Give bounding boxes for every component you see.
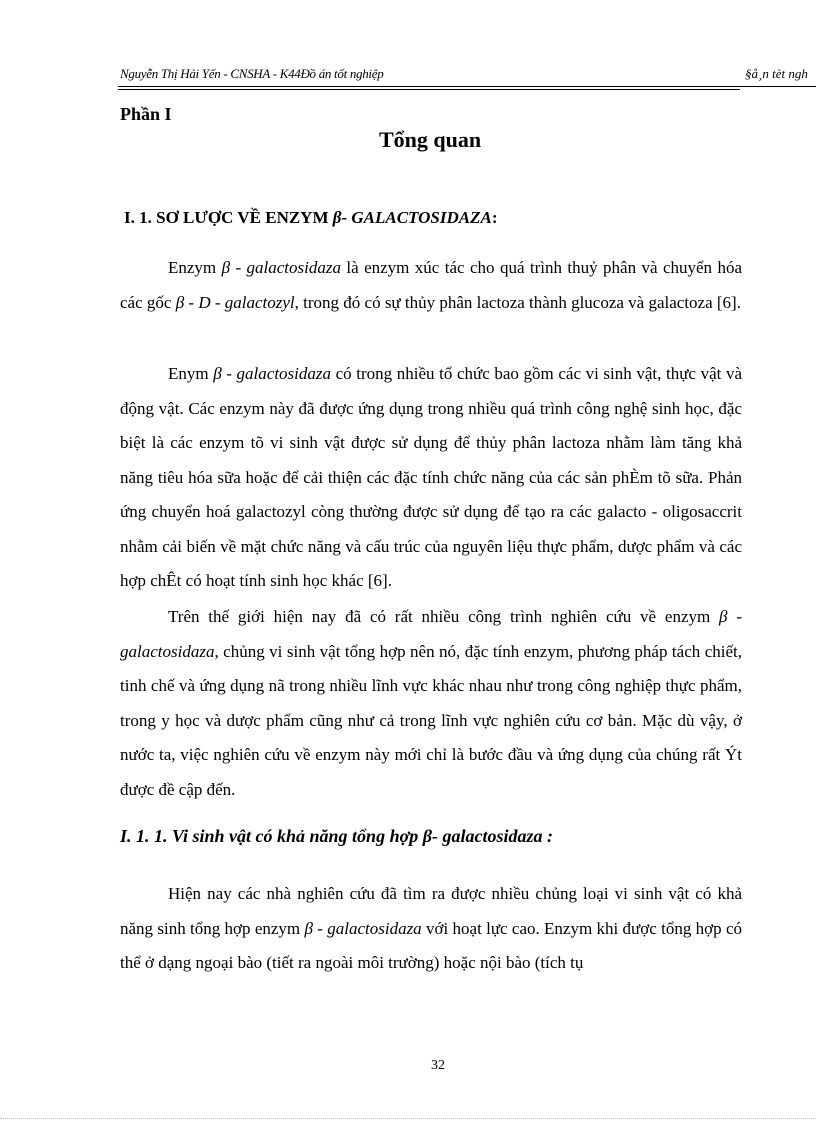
text-run: với hoạt lực cao. Enzym khi được tổng hợp có thể ở dạng ngoại bào (tiết ra ngoài môi trường) hoặc nội bào (tích tụ <box>120 918 742 972</box>
section-number: I. 1. <box>124 208 152 227</box>
term-italic: β - galactosidaza <box>213 364 332 383</box>
text-run: Trên thế giới hiện nay đã có rất nhiều công trình nghiên cứu về enzym <box>168 607 720 626</box>
section-suffix: : <box>491 208 498 227</box>
chapter-title: Tổng quan <box>378 127 482 152</box>
text-run: là enzym xúc tác cho quá trình thuỷ phân và chuyển hóa các gốc <box>120 258 743 312</box>
paragraph-2 <box>120 357 742 599</box>
paragraph-4 <box>120 877 742 981</box>
footer-divider <box>0 1118 816 1119</box>
page-number: 32 <box>431 1058 445 1073</box>
paragraph-1 <box>120 251 742 320</box>
text-run: Enym <box>168 364 214 383</box>
part-label: Phần I <box>120 104 172 124</box>
term-italic: β - galactosidaza <box>120 607 742 661</box>
paragraph-3 <box>120 600 742 807</box>
text-run: Enzym <box>168 258 222 277</box>
text-run: , chủng vi sinh vật tổng hợp nên nó, đặc tính enzym, phương pháp tách chiết, tinh chế và ứng dụng nã trong nhiều lĩnh vực khác nhau như trong công nghiệp thực phẩm, trong y học và dược phẩm cũng như cả trong lĩnh vực nghiên cứu cơ bản. Mặc dù vậy, ở nước ta, việc nghiên cứu về enzym này mới chỉ là bước đầu và ứng dụng của chúng rất Ýt được đề cập đến. <box>120 641 742 799</box>
running-header-right: §å¸n tèt ngh <box>745 66 808 81</box>
header-rule-second <box>118 89 740 90</box>
running-header-left: Nguyễn Thị Hải Yến - CNSHA - K44Đồ án tốt nghiệp <box>120 66 384 81</box>
text-run: có trong nhiều tổ chức bao gồm các vi sinh vật, thực vật và động vật. Các enzym này đã được ứng dụng trong nhiều quá trình công nghệ sinh học, đặc biệt là các enzym tõ vi sinh vật được sử dụng để thủy phân lactoza nhằm làm tăng khả năng tiêu hóa sữa hoặc để cải thiện các đặc tính chức năng của các sản phÈm tõ sữa. Phản ứng chuyển hoá galactozyl còng thường được sử dụng để tạo ra các galacto - oligosaccrit nhằm cải biến về mặt chức năng và cấu trúc của nguyên liệu thực phẩm, dược phẩm và các hợp chÊt có hoạt tính sinh học khác [6]. <box>120 364 743 590</box>
header-rule <box>118 86 816 87</box>
text-run: Hiện nay các nhà nghiên cứu đã tìm ra được nhiều chủng loại vi sinh vật có khả năng sinh tổng hợp enzym <box>120 884 742 938</box>
section-heading <box>124 208 498 228</box>
term-italic: β - galactosidaza <box>304 918 422 938</box>
text-run: , trong đó có sự thủy phân lactoza thành glucoza và galactoza [6]. <box>294 292 741 312</box>
subsection-heading: I. 1. 1. Vi sinh vật có khả năng tổng hợp β- galactosidaza : <box>120 826 553 846</box>
term-italic: β - galactosidaza <box>221 258 341 277</box>
term-italic: β - D - galactozyl <box>175 292 295 312</box>
section-text: SƠ LƯỢC VỀ ENZYM <box>156 208 329 227</box>
section-italic: β- GALACTOSIDAZA <box>332 208 492 227</box>
